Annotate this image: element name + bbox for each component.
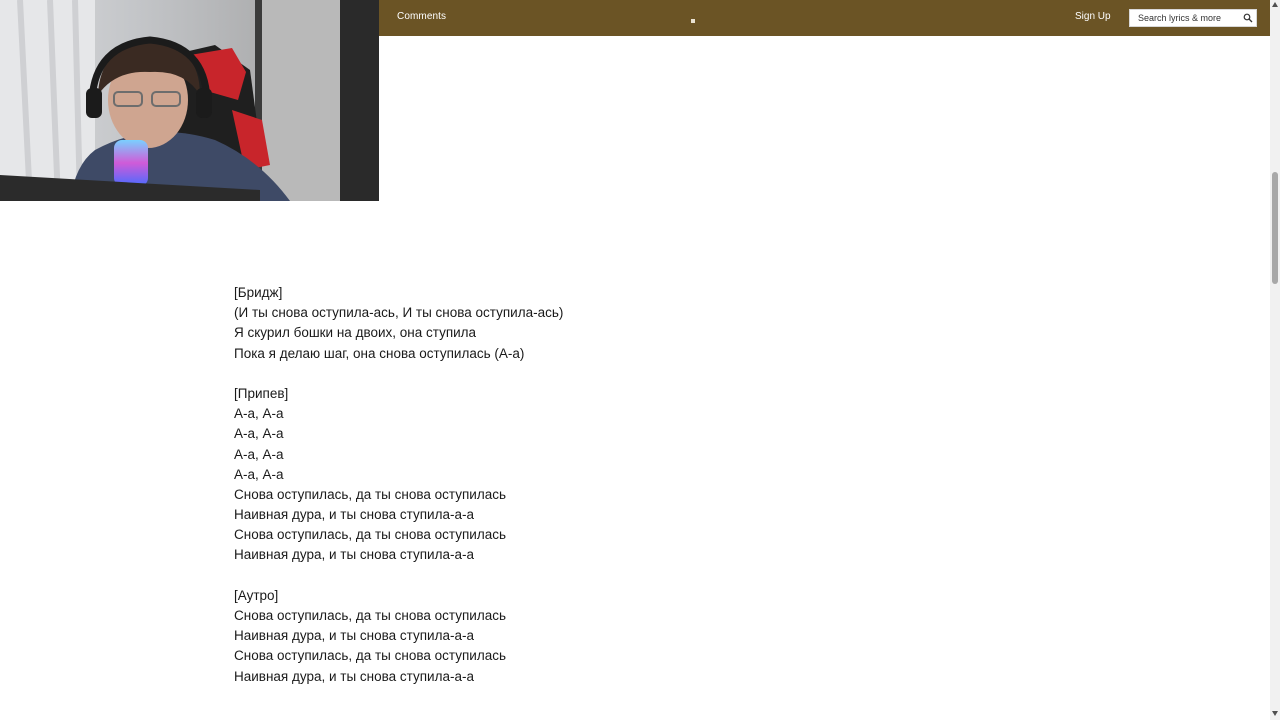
lyric-line: Наивная дура, и ты снова ступила-а-а (234, 547, 474, 563)
webcam-feed-image (0, 0, 379, 201)
search-icon[interactable] (1243, 13, 1253, 23)
lyric-line: Наивная дура, и ты снова ступила-а-а (234, 628, 474, 644)
section-heading-bridge: [Бридж] (234, 285, 283, 300)
lyric-line: Снова оступилась, да ты снова оступилась (234, 608, 506, 623)
section-heading-chorus: [Припев] (234, 385, 289, 401)
lyric-line: А-а, А-а (234, 446, 284, 462)
lyric-line: А-а, А-а (234, 426, 284, 442)
lyric-line: (И ты снова оступила-ась, И ты снова оступила-ась) (234, 305, 564, 321)
site-header-bar (379, 0, 1270, 36)
lyric-line: Пока я делаю шаг, она снова оступилась (А-а) (234, 345, 525, 361)
lyric-line: А-а, А-а (234, 406, 284, 422)
lyric-line: Наивная дура, и ты снова ступила-а-а (234, 507, 474, 523)
lyrics-body (234, 283, 563, 687)
section-heading-outro: [Аутро] (234, 587, 279, 603)
header-dot-icon (691, 19, 695, 23)
lyric-line: Снова оступилась, да ты снова оступилась (234, 527, 506, 543)
lyric-line: Я скурил бошки на двоих, она ступила (234, 325, 477, 341)
lyric-line: Наивная дура, и ты снова ступила-а-а (234, 668, 474, 684)
webcam-overlay (0, 0, 379, 201)
lyric-line: А-а, А-а (234, 466, 284, 482)
lyric-line: Снова оступилась, да ты снова оступилась (234, 648, 506, 664)
stanza-gap (234, 566, 563, 586)
scroll-down-arrow-icon[interactable] (1272, 711, 1278, 716)
stanza-gap (234, 364, 563, 384)
scrollbar-thumb[interactable] (1272, 172, 1278, 284)
search-input[interactable] (1130, 10, 1248, 26)
lyric-line: Снова оступилась, да ты снова оступилась (234, 486, 506, 502)
search-box[interactable] (1129, 9, 1257, 27)
sign-up-link[interactable]: Sign Up (1075, 11, 1111, 22)
scroll-up-arrow-icon[interactable] (1272, 2, 1278, 7)
comments-link[interactable]: Comments (397, 11, 447, 22)
page-scrollbar[interactable] (1270, 0, 1280, 720)
